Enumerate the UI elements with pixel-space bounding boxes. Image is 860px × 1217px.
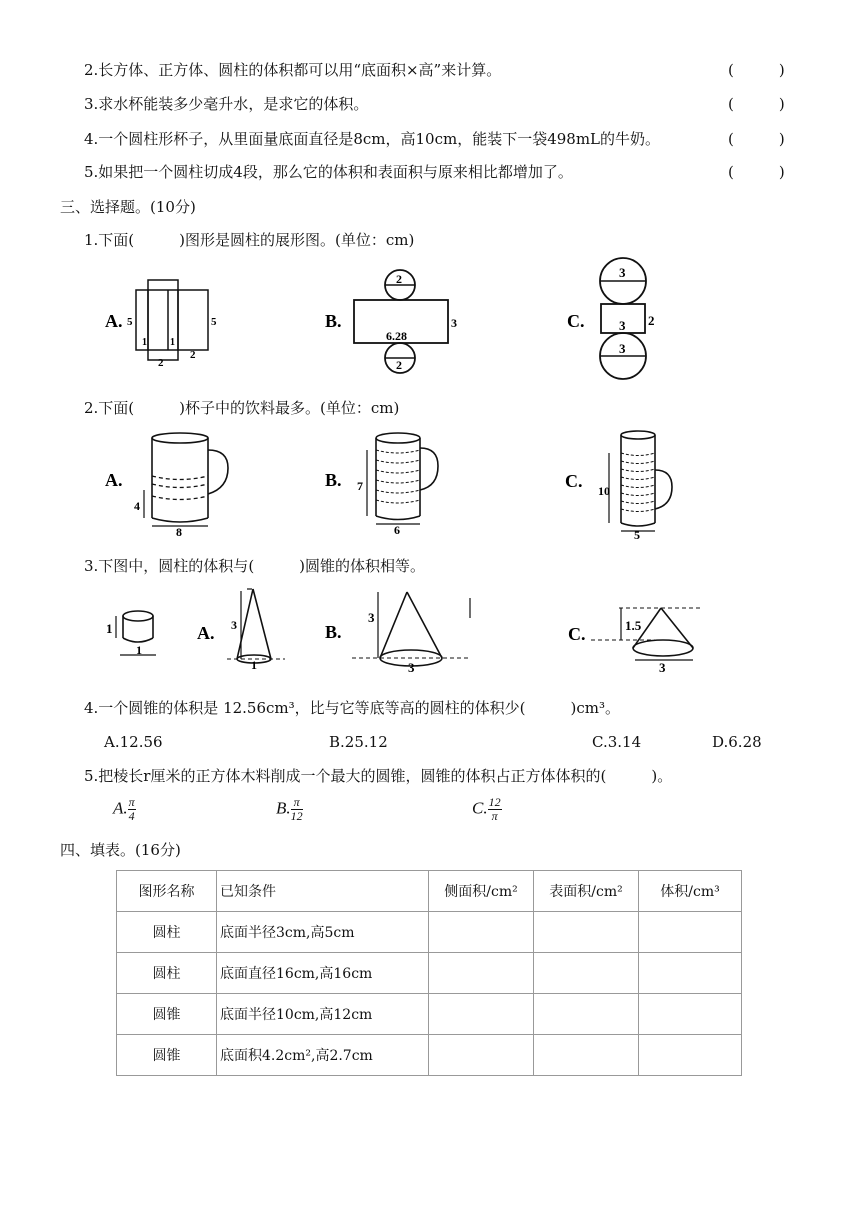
cone-figure-a — [195, 585, 305, 670]
answer-blank[interactable]: ( ) — [728, 163, 785, 181]
option-prefix: C. — [472, 798, 488, 818]
table-cell-surface-area[interactable] — [534, 1035, 639, 1076]
choice-q4-text: 4.一个圆锥的体积是 12.56cm³，比与它等底等高的圆柱的体积少( )cm³。 — [84, 699, 621, 717]
judge-item-3: 3.求水杯能装多少毫升水，是求它的体积。 — [84, 95, 369, 113]
judge-item-2: 2.长方体、正方体、圆柱的体积都可以用“底面积×高”来计算。 — [84, 61, 502, 79]
option-label: C. — [568, 624, 586, 644]
choice-q1-text: 1.下面( )图形是圆柱的展形图。(单位：cm) — [84, 231, 415, 249]
dim-label: 4 — [134, 499, 140, 513]
option-label: A. — [197, 623, 215, 643]
choice-q5-option-c[interactable] — [472, 796, 502, 823]
table-row — [117, 953, 742, 994]
dim-label: 3 — [451, 316, 457, 330]
dim-label: 1 — [142, 337, 147, 348]
choice-q2-text: 2.下面( )杯子中的饮料最多。(单位：cm) — [84, 399, 400, 417]
net-figure-c — [565, 255, 685, 390]
table-cell-lateral-area[interactable] — [429, 912, 534, 953]
table-cell-surface-area[interactable] — [534, 953, 639, 994]
fraction-denominator: π — [491, 809, 498, 823]
dim-label: 5 — [211, 316, 217, 328]
cone-figure-b — [320, 588, 480, 673]
table-row — [117, 912, 742, 953]
table-cell-lateral-area[interactable] — [429, 994, 534, 1035]
dim-label: 3 — [408, 660, 415, 673]
answer-blank[interactable]: ( ) — [728, 61, 785, 79]
table-cell-condition: 底面积4.2cm²,高2.7cm — [217, 1035, 429, 1076]
table-cell-shape: 圆锥 — [117, 1035, 217, 1076]
cone-figure-c — [565, 600, 705, 675]
choice-q5-option-a[interactable] — [113, 796, 136, 823]
table-cell-volume[interactable] — [639, 953, 742, 994]
dim-label: 3 — [231, 618, 237, 632]
choice-q4-option-d[interactable]: D.6.28 — [712, 733, 762, 751]
choice-q5-option-b[interactable] — [276, 796, 303, 823]
table-cell-surface-area[interactable] — [534, 994, 639, 1035]
table-cell-condition: 底面半径10cm,高12cm — [217, 994, 429, 1035]
fraction-denominator: 12 — [290, 809, 303, 823]
fraction-denominator: 4 — [128, 809, 135, 823]
table-cell-condition: 底面半径3cm,高5cm — [217, 912, 429, 953]
dim-label: 8 — [176, 525, 182, 538]
table-header: 表面积/cm² — [534, 871, 639, 912]
dim-label: 3 — [659, 660, 666, 675]
fraction-numerator: 12 — [488, 795, 501, 809]
option-label: B. — [325, 311, 342, 331]
dim-label: 2 — [396, 272, 402, 286]
dim-label: 5 — [634, 528, 640, 540]
dim-label: 1 — [136, 643, 142, 657]
option-label: B. — [325, 470, 342, 490]
dim-label: 6.28 — [386, 329, 407, 343]
choice-q4-option-a[interactable]: A.12.56 — [104, 733, 163, 751]
cylinder-figure — [100, 600, 170, 670]
dim-label: 2 — [190, 349, 196, 361]
dim-label: 5 — [127, 316, 133, 328]
net-figure-b — [320, 265, 470, 385]
answer-blank[interactable]: ( ) — [728, 95, 785, 113]
option-label: A. — [105, 311, 123, 331]
option-label: C. — [565, 471, 583, 491]
dim-label: 3 — [619, 341, 626, 356]
option-label: A. — [105, 470, 123, 490]
table-row — [117, 994, 742, 1035]
table-cell-lateral-area[interactable] — [429, 953, 534, 994]
answer-blank[interactable]: ( ) — [728, 130, 785, 148]
option-prefix: B. — [276, 798, 291, 818]
table-row — [117, 1035, 742, 1076]
fill-table — [116, 870, 742, 1076]
option-label: C. — [567, 311, 585, 331]
option-label: B. — [325, 622, 342, 642]
table-cell-shape: 圆锥 — [117, 994, 217, 1035]
table-header: 体积/cm³ — [639, 871, 742, 912]
table-cell-surface-area[interactable] — [534, 912, 639, 953]
option-prefix: A. — [113, 798, 128, 818]
dim-label: 10 — [598, 484, 610, 498]
choice-q3-text: 3.下图中，圆柱的体积与( )圆锥的体积相等。 — [84, 557, 426, 575]
judge-item-4: 4.一个圆柱形杯子，从里面量底面直径是8cm，高10cm，能装下一袋498mL的牛奶。 — [84, 130, 661, 148]
table-header: 图形名称 — [117, 871, 217, 912]
dim-label: 1 — [106, 621, 113, 636]
section-heading-fill: 四、填表。(16分) — [60, 841, 181, 859]
net-figure-a — [100, 270, 230, 370]
dim-label: 3 — [368, 610, 375, 625]
cup-figure-a — [100, 428, 240, 538]
judge-item-5: 5.如果把一个圆柱切成4段，那么它的体积和表面积与原来相比都增加了。 — [84, 163, 573, 181]
dim-label: 1 — [170, 337, 175, 348]
table-cell-volume[interactable] — [639, 912, 742, 953]
dim-label: 2 — [396, 358, 402, 372]
table-cell-shape: 圆柱 — [117, 953, 217, 994]
table-cell-volume[interactable] — [639, 994, 742, 1035]
dim-label: 1 — [251, 658, 257, 670]
choice-q4-option-b[interactable]: B.25.12 — [329, 733, 388, 751]
choice-q5-text: 5.把棱长r厘米的正方体木料削成一个最大的圆锥，圆锥的体积占正方体体积的( )。 — [84, 767, 673, 785]
section-heading-choice: 三、选择题。(10分) — [60, 198, 196, 216]
dim-label: 1.5 — [625, 618, 642, 633]
table-header-row — [117, 871, 742, 912]
table-cell-shape: 圆柱 — [117, 912, 217, 953]
cup-figure-b — [320, 428, 450, 538]
dim-label: 2 — [648, 313, 655, 328]
fraction-numerator: π — [128, 795, 135, 809]
table-header: 已知条件 — [217, 871, 429, 912]
table-cell-lateral-area[interactable] — [429, 1035, 534, 1076]
dim-label: 2 — [158, 357, 164, 369]
dim-label: 3 — [619, 265, 626, 280]
dim-label: 3 — [619, 318, 626, 333]
table-cell-volume[interactable] — [639, 1035, 742, 1076]
table-header: 侧面积/cm² — [429, 871, 534, 912]
choice-q4-option-c[interactable]: C.3.14 — [592, 733, 642, 751]
dim-label: 7 — [357, 479, 363, 493]
table-cell-condition: 底面直径16cm,高16cm — [217, 953, 429, 994]
cup-figure-c — [562, 425, 692, 540]
dim-label: 6 — [394, 523, 400, 537]
fraction-numerator: π — [291, 796, 303, 810]
